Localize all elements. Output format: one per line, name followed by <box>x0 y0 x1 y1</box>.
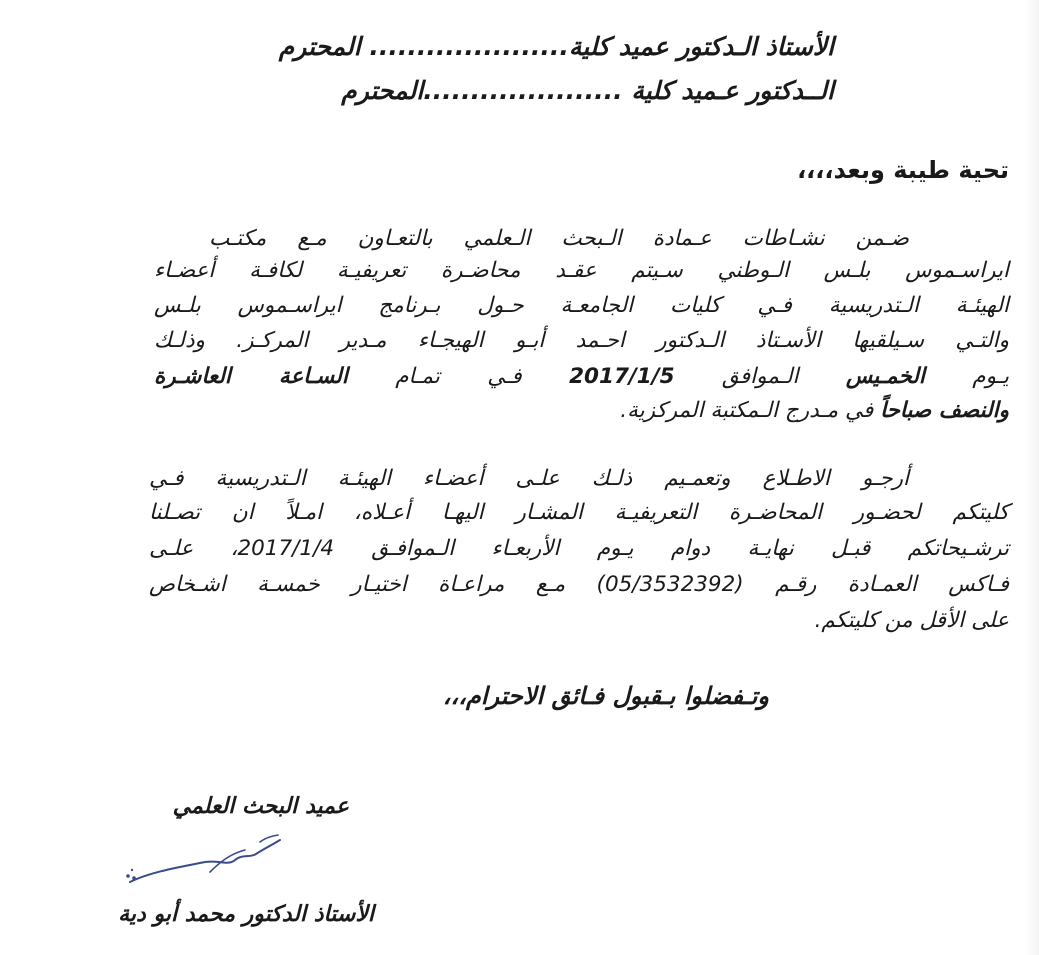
greeting: تحية طيبة وبعد،،،، <box>797 156 1009 184</box>
scan-edge <box>1025 0 1039 955</box>
p1-word-corresponding: الـموافق <box>674 364 846 389</box>
p1-time-half-morning: والنصف صباحاً <box>880 398 1009 423</box>
p1-time-ten: السـاعة العاشـرة <box>154 364 348 389</box>
paragraph2-line1: أرجـو الاطـلاع وتعمـيم ذلـك علـى أعضـاء الهيئـة الـتدريسية فـي <box>149 466 909 491</box>
paragraph2-line2: كليتكم لحضـور المحاضـرة التعريفيـة المشـار اليهـا أعـلاه، امـلاً ان تصـلنا <box>149 500 1009 525</box>
paragraph1-line2: ايراسـموس بلـس الـوطني سـيتم عقـد محاضـرة تعريفيـة لكافـة أعضـاء <box>154 258 1009 283</box>
paragraph2-line5: على الأقل من كليتكم. <box>814 608 1009 633</box>
closing-remark: وتـفضلوا بـقبول فـائق الاحترام،،، <box>442 682 769 710</box>
paragraph2-line4: فـاكس العمـادة رقـم (05/3532392) مـع مراعـاة اختيـار خمسـة اشـخاص <box>149 572 1009 597</box>
p1-word-day: يـوم <box>924 364 1009 389</box>
paragraph1-line5 <box>154 364 1009 389</box>
p1-location: في مـدرج الـمكتبة المركزية. <box>620 398 881 423</box>
paragraph1-line1: ضـمن نشـاطات عـمادة الـبحث الـعلمي بالتعـاون مـع مكتـب <box>209 226 909 251</box>
signature-title: عميد البحث العلمي <box>172 794 349 819</box>
paragraph1-line3: الهيئـة الـتدريسية فـي كليات الجامعـة حـول بـرنامج ايراسـموس بلـس <box>154 293 1009 318</box>
paragraph1-line6 <box>620 398 1009 423</box>
p1-date: 2017/1/5 <box>569 364 675 389</box>
p1-word-thursday: الخمـيس <box>845 364 925 389</box>
paragraph2-line3: ترشـيحاتكم قبـل نهايـة دوام يـوم الأربعـاء الـموافـق 2017/1/4، علـى <box>149 536 1009 561</box>
paragraph1-line4: والتـي سـيلقيها الأسـتاذ الـدكتور احـمد أبـو الهيجـاء مـدير المركـز. وذلـك <box>154 328 1009 353</box>
header-addressee-2: الــدكتور عـميد كلية .....................المحترم <box>341 76 834 105</box>
signatory-name: الأستاذ الدكتور محمد أبو دية <box>118 902 374 927</box>
header-addressee-1: الأستاذ الـدكتور عميد كلية..................... المحترم <box>278 32 834 61</box>
handwritten-signature <box>110 832 290 892</box>
p1-word-at: فـي تمـام <box>347 364 570 389</box>
